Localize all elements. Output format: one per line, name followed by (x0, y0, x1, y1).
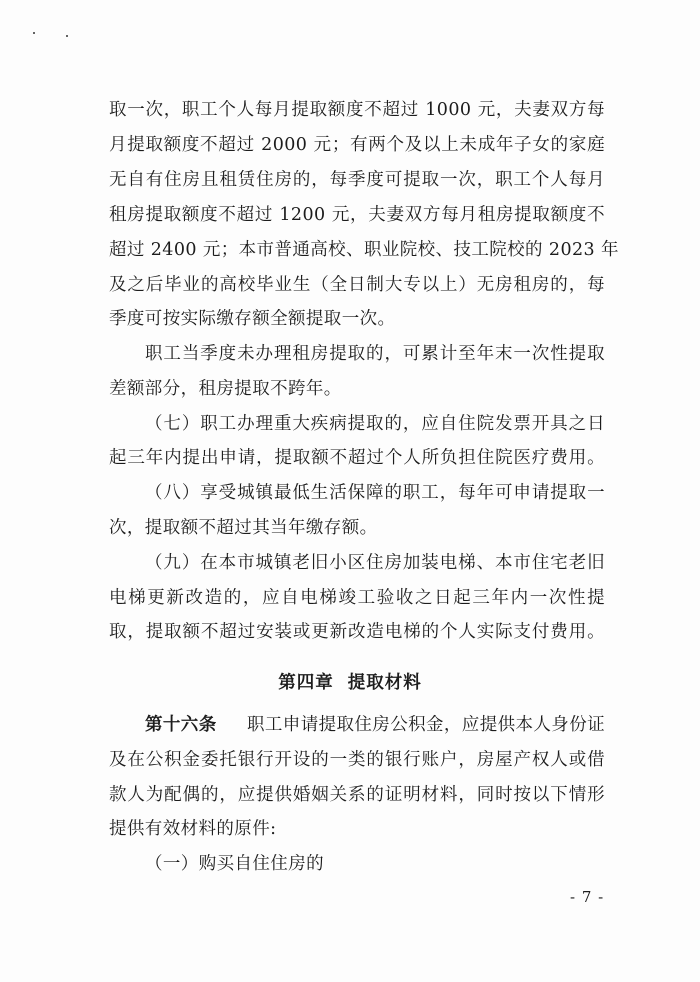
body-line: （七）职工办理重大疾病提取的，应自住院发票开具之日 (145, 414, 605, 434)
article-line: （一）购买自住住房的 (145, 854, 324, 874)
body-line: 起三年内提出申请，提取额不超过个人所负担住院医疗费用。 (109, 448, 605, 468)
body-line: 次，提取额不超过其当年缴存额。 (109, 518, 378, 538)
body-line: 取，提取额不超过安装或更新改造电梯的个人实际支付费用。 (109, 622, 605, 642)
body-line: 租房提取额度不超过 1200 元，夫妻双方每月租房提取额度不 (109, 205, 605, 225)
body-line: 职工当季度未办理租房提取的，可累计至年末一次性提取 (145, 344, 605, 364)
body-line: 超过 2400 元；本市普通高校、职业院校、技工院校的 2023 年 (109, 240, 619, 260)
body-line: 无自有住房且租赁住房的，每季度可提取一次，职工个人每月 (109, 170, 605, 190)
article-line: 提供有效材料的原件: (109, 819, 277, 839)
chapter-number: 第四章 (278, 673, 334, 693)
chapter-heading (0, 669, 700, 694)
article-line: 款人为配偶的，应提供婚姻关系的证明材料，同时按以下情形 (109, 785, 605, 805)
body-line: 季度可按实际缴存额全额提取一次。 (109, 309, 396, 329)
article-first-line (145, 713, 605, 737)
body-line: （八）享受城镇最低生活保障的职工，每年可申请提取一 (145, 483, 605, 503)
body-line: 电梯更新改造的，应自电梯竣工验收之日起三年内一次性提 (109, 588, 605, 608)
article-lead-text: 职工申请提取住房公积金，应提供本人身份证 (247, 715, 605, 735)
scan-speck (66, 35, 68, 37)
scan-speck (33, 32, 35, 34)
page-number: - 7 - (570, 888, 605, 906)
body-line: 月提取额度不超过 2000 元；有两个及以上未成年子女的家庭 (109, 135, 605, 155)
body-line: 及之后毕业的高校毕业生（全日制大专以上）无房租房的，每 (109, 275, 605, 295)
article-line: 及在公积金委托银行开设的一类的银行账户，房屋产权人或借 (109, 750, 605, 770)
article-title: 第十六条 (145, 715, 217, 735)
body-line: 差额部分，租房提取不跨年。 (109, 379, 342, 399)
body-line: 取一次，职工个人每月提取额度不超过 1000 元，夫妻双方每 (109, 100, 605, 120)
body-line: （九）在本市城镇老旧小区住房加装电梯、本市住宅老旧 (145, 553, 605, 573)
chapter-title: 提取材料 (347, 673, 422, 693)
